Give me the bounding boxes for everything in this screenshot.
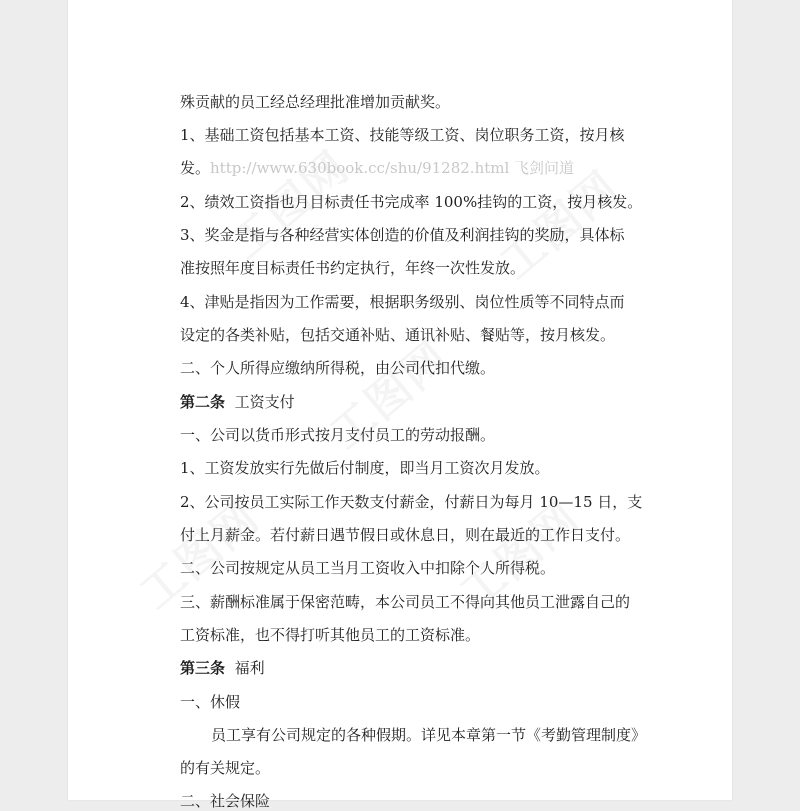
source-link[interactable]: http://www.630book.cc/shu/91282.html 飞剑问道	[210, 159, 575, 177]
text-line: 的有关规定。	[180, 759, 271, 777]
text-line: 3、奖金是指与各种经营实体创造的价值及利润挂钩的奖励，具体标	[180, 226, 625, 244]
article-number: 第二条	[180, 393, 226, 411]
text-line: 1、工资发放实行先做后付制度，即当月工资次月发放。	[180, 459, 550, 477]
article-heading	[180, 392, 295, 412]
text-line: 准按照年度目标责任书约定执行，年终一次性发放。	[180, 259, 526, 277]
text-line: 二、公司按规定从员工当月工资收入中扣除个人所得税。	[180, 559, 556, 577]
article-title: 工资支付	[234, 393, 295, 411]
text-line: 三、薪酬标准属于保密范畴，本公司员工不得向其他员工泄露自己的	[180, 593, 631, 611]
text-line: 2、公司按员工实际工作天数支付薪金，付薪日为每月 10—15 日，支	[180, 493, 643, 511]
text-line-with-link	[180, 158, 574, 178]
text-line: 付上月薪金。若付薪日遇节假日或休息日，则在最近的工作日支付。	[180, 526, 631, 544]
text-line: 工资标准，也不得打听其他员工的工资标准。	[180, 626, 481, 644]
text-line: 殊贡献的员工经总经理批准增加贡献奖。	[180, 93, 451, 111]
text-line: 二、个人所得应缴纳所得税，由公司代扣代缴。	[180, 359, 496, 377]
article-title: 福利	[234, 659, 265, 677]
text-line: 1、基础工资包括基本工资、技能等级工资、岗位职务工资，按月核	[180, 126, 625, 144]
text-fragment: 发。	[180, 159, 211, 177]
text-line: 一、公司以货币形式按月支付员工的劳动报酬。	[180, 426, 496, 444]
text-line: 4、津贴是指因为工作需要，根据职务级别、岗位性质等不同特点而	[180, 293, 625, 311]
document-page	[68, 0, 732, 810]
text-line: 设定的各类补贴，包括交通补贴、通讯补贴、餐贴等，按月核发。	[180, 326, 616, 344]
article-number: 第三条	[180, 659, 226, 677]
article-heading	[180, 658, 265, 678]
text-line: 2、绩效工资指也月目标责任书完成率 100%挂钩的工资，按月核发。	[180, 193, 643, 211]
text-line: 员工享有公司规定的各种假期。详见本章第一节《考勤管理制度》	[211, 726, 647, 744]
text-line: 二、社会保险	[180, 792, 271, 810]
text-line: 一、休假	[180, 693, 241, 711]
